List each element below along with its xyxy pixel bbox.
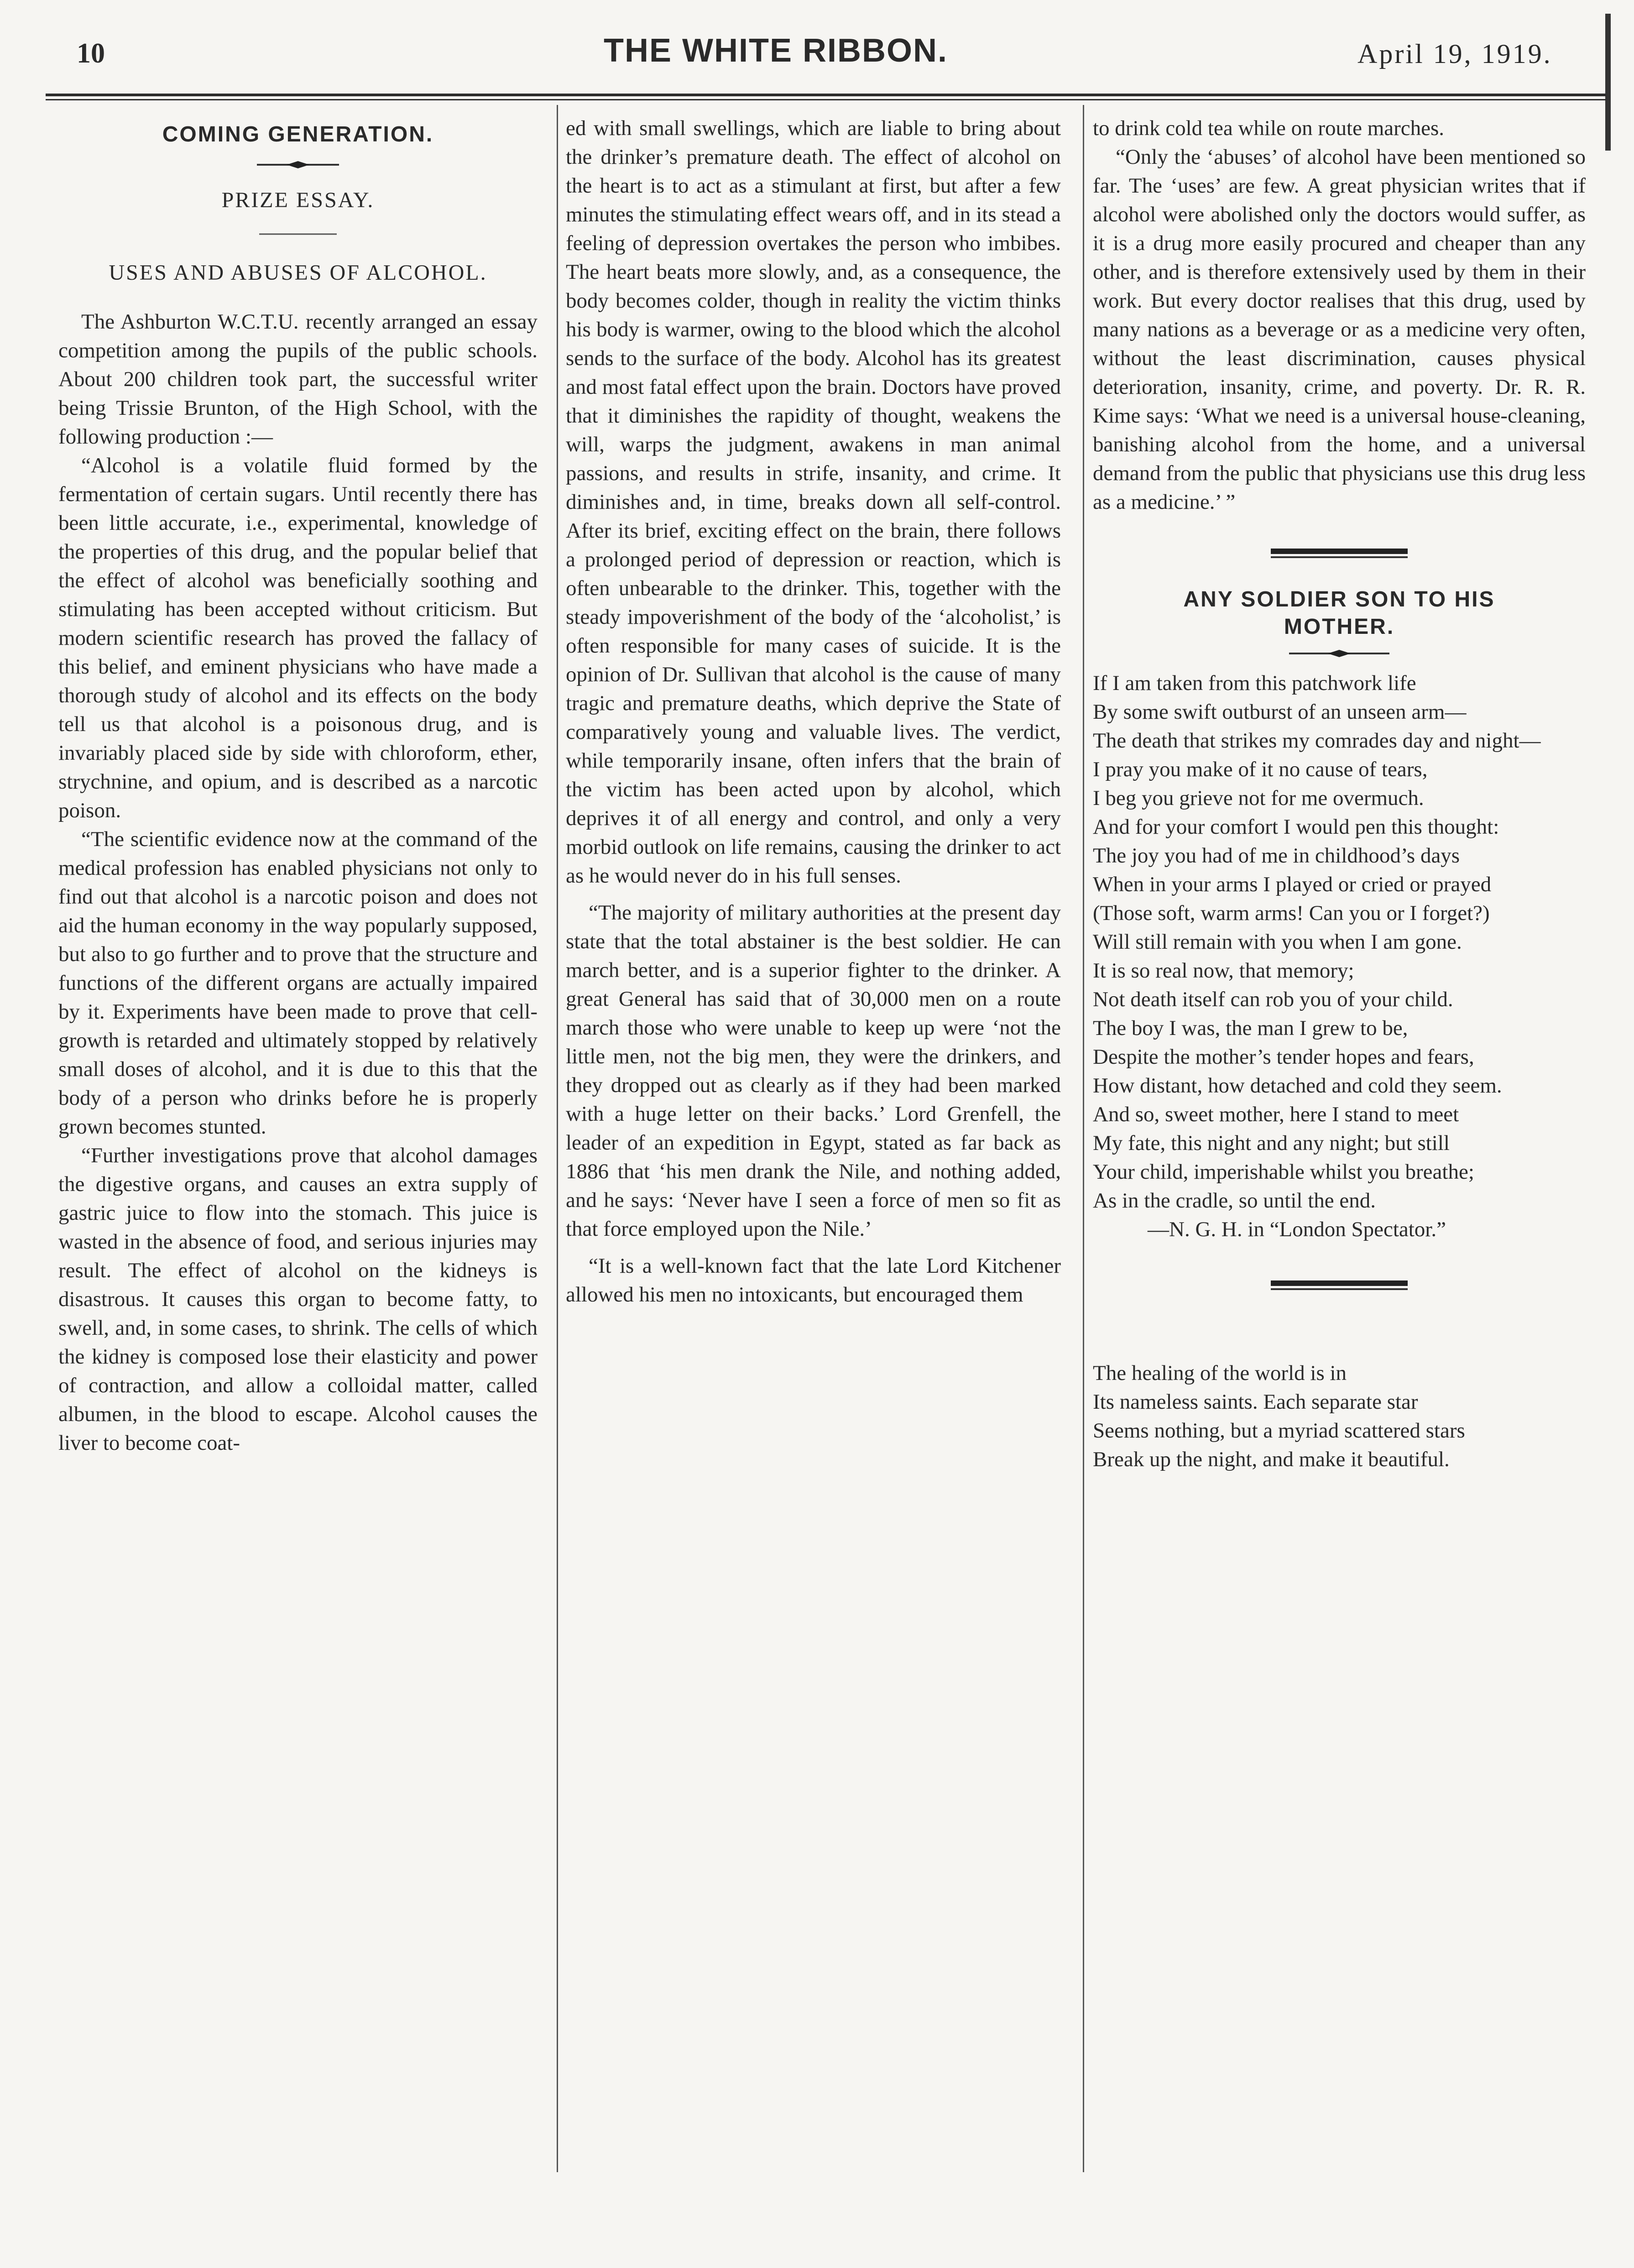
column-divider	[557, 105, 558, 2172]
verse-line: Seems nothing, but a myriad scattered stars	[1093, 1419, 1465, 1442]
poem-line: As in the cradle, so until the end.	[1093, 1189, 1376, 1212]
short-rule	[259, 233, 337, 235]
essay-title: USES AND ABUSES OF ALCOHOL.	[109, 261, 487, 285]
poem-line: It is so real now, that memory;	[1093, 959, 1354, 982]
header-rule	[46, 94, 1606, 96]
paragraph: The Ashburton W.C.T.U. recently arranged an essay competition among the pupils of the public schools. About 200 children took part, the successful writer being Trissie Brunton, of the High School, with the following production :—	[58, 310, 538, 449]
poem-attribution: —N. G. H. in “London Spectator.”	[1148, 1218, 1446, 1241]
poem-line: Will still remain with you when I am gone.	[1093, 930, 1462, 954]
page-date: April 19, 1919.	[1357, 39, 1552, 69]
poem-title: MOTHER.	[1284, 615, 1395, 639]
ornamental-rule	[1289, 649, 1389, 658]
page-number: 10	[77, 38, 105, 69]
masthead: THE WHITE RIBBON.	[604, 32, 948, 69]
column-divider	[1083, 105, 1084, 2172]
paragraph: “The majority of military authorities at the present day state that the total abstainer is the best soldier. He can march better, and is a superior fighter to the drinker. A great General has said that of 30,000 men on a route march those who were unable to keep up were ‘not the little men, not the big men, they were the drinkers, and they dropped out as clearly as if they had been marked with a huge letter on their backs.’ Lord Grenfell, the leader of an expedition in Egypt, stated as far back as 1886 that ‘his men drank the Nile, and nothing added, and he says: ‘Never have I seen a force of men so fit as that force employed upon the Nile.’	[566, 901, 1061, 1241]
poem-line: The death that strikes my comrades day and night—	[1093, 729, 1541, 753]
middle-column	[566, 114, 1061, 1309]
left-column	[58, 114, 538, 1458]
poem-line: I pray you make of it no cause of tears,	[1093, 758, 1428, 781]
header-rule-thin	[46, 99, 1606, 100]
paragraph: to drink cold tea while on route marches.	[1093, 116, 1445, 140]
margin-bar	[1605, 14, 1611, 151]
paragraph: “The scientific evidence now at the command of the medical profession has enabled physicians not only to find out that alcohol is a narcotic poison and does not aid the human economy in the way popularly supposed, but also to go further and to prove that the structure and functions of the different organs are actually impaired by it. Experiments have been made to prove that cell-growth is retarded and ultimately stopped by relatively small doses of alcohol, and it is due to this that the body of a person who drinks before he is properly grown becomes stunted.	[58, 827, 538, 1139]
paragraph: “Alcohol is a volatile fluid formed by the fermentation of certain sugars. Until recently there has been little accurate, i.e., experimental, knowledge of the properties of this drug, and the popular belief that the effect of alcohol was beneficially soothing and stimulating has been accepted without criticism. But modern scientific research has proved the fallacy of this belief, and eminent physicians who have made a thorough study of alcohol and its effects on the body tell us that alcohol is a poisonous drug, and is invariably placed side by side with chloroform, ether, strychnine, and opium, and is described as a narcotic poison.	[58, 454, 538, 822]
section-title: COMING GENERATION.	[162, 122, 434, 146]
verse-line: Break up the night, and make it beautiful.	[1093, 1448, 1450, 1471]
poem-line: And for your comfort I would pen this thought:	[1093, 815, 1499, 839]
poem-line: Not death itself can rob you of your child.	[1093, 988, 1453, 1011]
paragraph: ed with small swellings, which are liable to bring about the drinker’s premature death. The effect of alcohol on the heart is to act as a stimulant at first, but after a few minutes the stimulating effect wears off, and in its stead a feeling of depression overtakes the person who imbibes. The heart beats more slowly, and, as a consequence, the body becomes colder, though in reality the victim thinks his body is warmer, owing to the blood which the alcohol sends to the surface of the body. Alcohol has its greatest and most fatal effect upon the brain. Doctors have proved that it diminishes the rapidity of thought, weakens the will, warps the judgment, awakens in man animal passions, and results in strife, insanity, and crime. It diminishes and, in time, breaks down all self-control. After its brief, exciting effect on the brain, there follows a prolonged period of depression or reaction, which is often unbearable to the drinker. This, together with the steady impoverishment of the body of the ‘alcoholist,’ is often responsible for many cases of suicide. It is the opinion of Dr. Sullivan that alcohol is the cause of many tragic and premature deaths, which deprive the State of comparatively young and valuable lives. The verdict, while temporarily insane, often infers that the brain of the victim has been acted upon by alcohol, which deprives it of all energy and control, and only a very morbid outlook on life remains, causing the drinker to act as he would never do in his full senses.	[566, 116, 1061, 888]
poem-line: And so, sweet mother, here I stand to meet	[1093, 1103, 1459, 1126]
poem-line: I beg you grieve not for me overmuch.	[1093, 786, 1424, 810]
closing-verse	[1093, 1359, 1586, 1474]
double-rule	[1271, 549, 1408, 559]
paragraph: “Only the ‘abuses’ of alcohol have been mentioned so far. The ‘uses’ are few. A great physician writes that if alcohol were abolished only the doctors would suffer, as it is a drug more easily procured and cheaper than any other, and is therefore extensively used by them in their work. But every doctor realises that this drug, used by many nations as a beverage or as a medicine very often, without the least discrimination, causes physical deterioration, insanity, crime, and poverty. Dr. R. R. Kime says: ‘What we need is a universal house-cleaning, banishing alcohol from the home, and a universal demand from the public that physicians use this drug less as a medicine.’ ”	[1093, 145, 1586, 514]
poem-title: ANY SOLDIER SON TO HIS	[1183, 587, 1495, 611]
poem-line: Despite the mother’s tender hopes and fears,	[1093, 1045, 1474, 1069]
poem-line: (Those soft, warm arms! Can you or I forget?)	[1093, 901, 1490, 925]
ornamental-rule	[257, 160, 339, 169]
poem-line: How distant, how detached and cold they seem.	[1093, 1074, 1502, 1097]
poem-line: The joy you had of me in childhood’s days	[1093, 844, 1460, 867]
poem-line: If I am taken from this patchwork life	[1093, 671, 1416, 695]
poem	[1093, 669, 1586, 1244]
poem-line: By some swift outburst of an unseen arm—	[1093, 700, 1467, 724]
paragraph: “Further investigations prove that alcohol damages the digestive organs, and causes an extra supply of gastric juice to flow into the stomach. This juice is wasted in the absence of food, and serious injuries may result. The effect of alcohol on the kidneys is disastrous. It causes this organ to become fatty, to swell, and, in some cases, to shrink. The cells of which the kidney is composed lose their elasticity and power of contraction, and allow a colloidal matter, called albumen, in the blood to escape. Alcohol causes the liver to become coat-	[58, 1144, 538, 1455]
right-column	[1093, 114, 1586, 1474]
poem-line: When in your arms I played or cried or prayed	[1093, 873, 1492, 896]
paragraph: “It is a well-known fact that the late Lord Kitchener allowed his men no intoxicants, but encouraged them	[566, 1254, 1061, 1306]
verse-line: Its nameless saints. Each separate star	[1093, 1390, 1418, 1414]
poem-line: The boy I was, the man I grew to be,	[1093, 1016, 1408, 1040]
essay-label: PRIZE ESSAY.	[221, 188, 375, 212]
poem-line: Your child, imperishable whilst you breathe;	[1093, 1160, 1474, 1184]
verse-line: The healing of the world is in	[1093, 1361, 1347, 1385]
poem-line: My fate, this night and any night; but still	[1093, 1131, 1450, 1155]
double-rule	[1271, 1280, 1408, 1291]
